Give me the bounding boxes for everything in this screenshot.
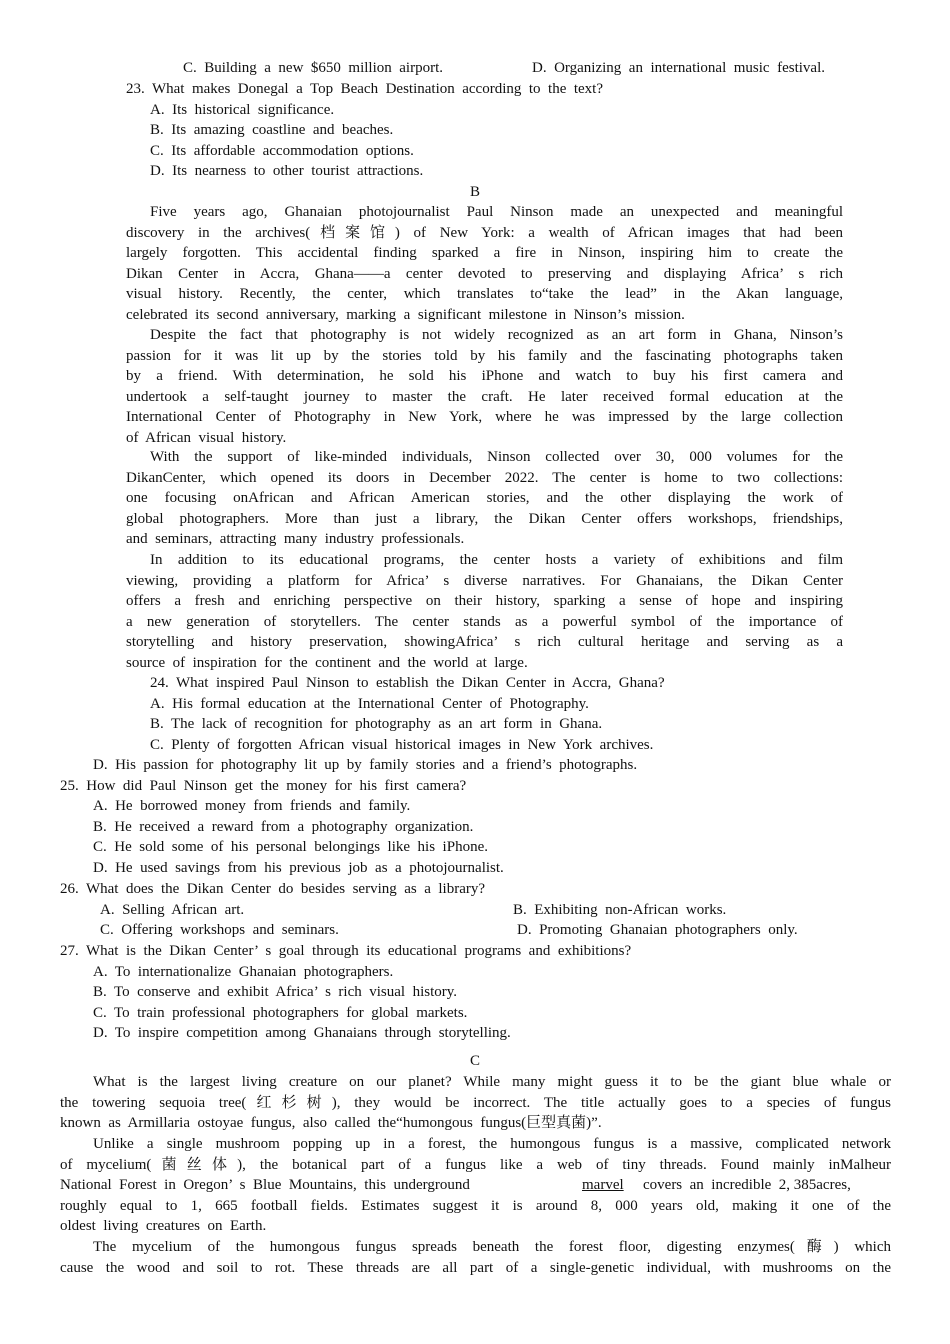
b-p2-line-5: International Center of Photography in New York, where he was impressed by the large collection: [126, 409, 843, 426]
q27-option-c: C. To train professional photographers for global markets.: [93, 1005, 468, 1021]
q27-option-a: A. To internationalize Ghanaian photographers.: [93, 964, 394, 980]
b-p4-line-6: source of inspiration for the continent and the world at large.: [126, 654, 528, 671]
b-p1-line-3: largely forgotten. This accidental finding sparked a fire in Ninson, inspiring him to create the: [126, 245, 843, 262]
q23-option-c: C. Its affordable accommodation options.: [150, 143, 414, 159]
b-p4-line-3: offers a fresh and enriching perspective on their history, sparking a sense of hope and inspiring: [126, 593, 843, 610]
q25-option-d: D. He used savings from his previous job as a photojournalist.: [93, 860, 504, 876]
b-p4-line-2: viewing, providing a platform for Africa’ s diverse narratives. For Ghanaians, the Dikan Center: [126, 572, 843, 589]
q22-options-row: [183, 58, 883, 79]
q27-option-d: D. To inspire competition among Ghanaians through storytelling.: [93, 1025, 511, 1041]
b-p2-line-2: passion for it was lit up by the stories told by his family and the fascinating photographs taken: [126, 347, 843, 364]
section-c-paragraph-2: [60, 1134, 891, 1237]
c-p3-line-1: The mycelium of the humongous fungus spreads beneath the forest floor, digesting enzymes(酶) which: [93, 1239, 891, 1255]
b-p2-line-6: of African visual history.: [126, 429, 287, 446]
q23-option-a: A. Its historical significance.: [150, 102, 335, 118]
b-p2-line-4: undertook a self-taught journey to master the craft. He later received formal education at the: [126, 388, 843, 405]
c-p1-line-1: What is the largest living creature on our planet? While many might guess it to be the giant blue whale or: [93, 1074, 891, 1090]
b-p2-line-1: Despite the fact that photography is not widely recognized as an art form in Ghana, Ninson’s: [150, 327, 843, 343]
q22-option-d: D. Organizing an international music festival.: [532, 60, 825, 76]
section-c-paragraph-3: [60, 1237, 891, 1278]
b-p3-line-3: one focusing onAfrican and African American stories, and the other displaying the work of: [126, 490, 843, 507]
b-p4-line-1: In addition to its educational programs, the center hosts a variety of exhibitions and film: [150, 552, 843, 568]
b-p1-line-2: discovery in the archives(档案馆) of New York: a wealth of African images that had been: [126, 224, 843, 241]
q27-stem: 27. What is the Dikan Center’ s goal through its educational programs and exhibitions?: [60, 943, 632, 959]
b-p3-line-5: and seminars, attracting many industry professionals.: [126, 531, 465, 548]
q24-option-d: D. His passion for photography lit up by family stories and a friend’s photographs.: [93, 757, 638, 773]
section-c-paragraph-1: [60, 1072, 891, 1134]
q24-stem: 24. What inspired Paul Ninson to establish the Dikan Center in Accra, Ghana?: [150, 675, 665, 691]
c-p3-line-2: cause the wood and soil to rot. These threads are all part of a single-genetic individual, with mushrooms on the: [60, 1259, 891, 1276]
section-b-paragraph-1: [126, 202, 843, 326]
c-p2-line-3-end: covers an incredible 2, 385acres,: [643, 1177, 851, 1194]
c-p2-line-3: [60, 1175, 891, 1196]
q25-stem: 25. How did Paul Ninson get the money for his first camera?: [60, 778, 467, 794]
q26-option-a: A. Selling African art.: [100, 902, 245, 918]
q24-option-c: C. Plenty of forgotten African visual historical images in New York archives.: [150, 737, 654, 753]
q26-option-c: C. Offering workshops and seminars.: [100, 922, 339, 938]
b-p4-line-5: storytelling and history preservation, showingAfrica’ s rich cultural heritage and serving as a: [126, 634, 843, 651]
q25-option-b: B. He received a reward from a photography organization.: [93, 819, 474, 835]
q26-option-b: B. Exhibiting non-African works.: [513, 902, 727, 918]
section-c-heading: C: [469, 1053, 480, 1069]
c-p2-line-2: of mycelium(菌丝体), the botanical part of a fungus like a web of tiny threads. Found mainly inMalheur: [60, 1156, 891, 1173]
q23-option-d: D. Its nearness to other tourist attractions.: [150, 163, 424, 179]
c-p2-line-5: oldest living creatures on Earth.: [60, 1218, 267, 1235]
q23-option-b: B. Its amazing coastline and beaches.: [150, 122, 394, 138]
b-p1-line-5: visual history. Recently, the center, which translates to“take the lead” in the Akan language,: [126, 286, 843, 303]
b-p4-line-4: a new generation of storytellers. The center stands as a powerful symbol of the importance of: [126, 613, 843, 630]
c-p2-line-1: Unlike a single mushroom popping up in a forest, the humongous fungus is a massive, complicated network: [93, 1136, 891, 1152]
b-p3-line-2: DikanCenter, which opened its doors in December 2022. The center is home to two collections:: [126, 469, 843, 486]
b-p1-line-1: Five years ago, Ghanaian photojournalist Paul Ninson made an unexpected and meaningful: [150, 204, 843, 220]
section-b-paragraph-4: [126, 550, 843, 674]
b-p3-line-4: global photographers. More than just a library, the Dikan Center offers workshops, friendships,: [126, 510, 843, 527]
q27-option-b: B. To conserve and exhibit Africa’ s rich visual history.: [93, 984, 458, 1000]
section-b-paragraph-3: [126, 447, 843, 550]
q26-stem: 26. What does the Dikan Center do besides serving as a library?: [60, 881, 486, 897]
marvel-underlined-word: marvel: [582, 1177, 624, 1194]
q23-stem: 23. What makes Donegal a Top Beach Destination according to the text?: [126, 81, 604, 97]
c-p2-line-4: roughly equal to 1, 665 football fields. Estimates suggest it is around 8, 000 years old, making it one of the: [60, 1197, 891, 1214]
q26-option-d: D. Promoting Ghanaian photographers only.: [517, 922, 798, 938]
c-p1-line-2: the towering sequoia tree(红杉树), they would be incorrect. The title actually goes to a species of fungus: [60, 1094, 891, 1111]
b-p1-line-6: celebrated its second anniversary, marking a significant milestone in Ninson’s mission.: [126, 306, 685, 323]
section-b-heading: B: [469, 184, 480, 200]
q24-option-a: A. His formal education at the International Center of Photography.: [150, 696, 589, 712]
c-p1-line-3: known as Armillaria ostoyae fungus, also called the“humongous fungus(巨型真菌)”.: [60, 1115, 602, 1132]
b-p3-line-1: With the support of like-minded individuals, Ninson collected over 30, 000 volumes for the: [150, 449, 843, 465]
q22-option-c: C. Building a new $650 million airport.: [183, 60, 443, 76]
section-b-paragraph-2: [126, 325, 843, 449]
b-p1-line-4: Dikan Center in Accra, Ghana——a center devoted to preserving and displaying Africa’ s rich: [126, 265, 843, 282]
q25-option-a: A. He borrowed money from friends and family.: [93, 798, 411, 814]
q24-option-b: B. The lack of recognition for photography as an art form in Ghana.: [150, 716, 603, 732]
q25-option-c: C. He sold some of his personal belongings like his iPhone.: [93, 839, 488, 855]
c-p2-line-3-start: National Forest in Oregon’ s Blue Mountains, this underground: [60, 1177, 470, 1194]
b-p2-line-3: by a friend. With determination, he sold his iPhone and watch to buy his first camera and: [126, 368, 843, 385]
